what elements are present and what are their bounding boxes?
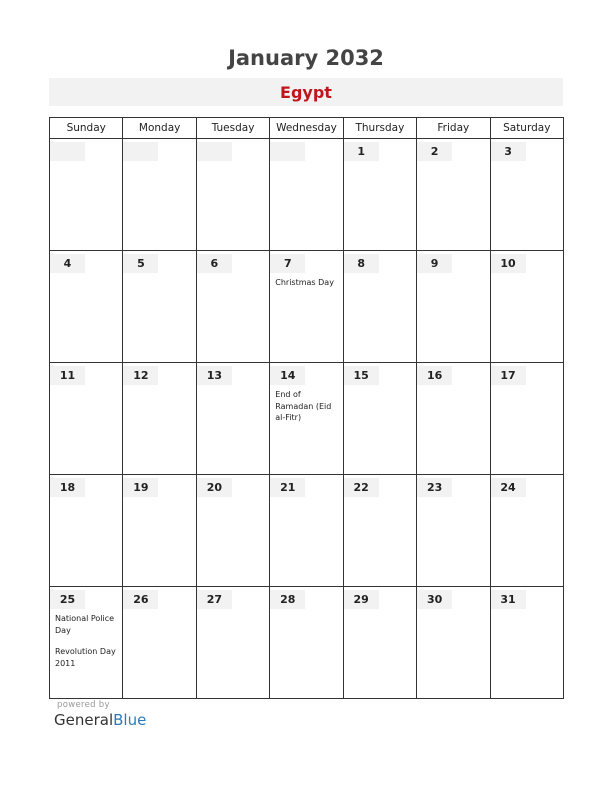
- holiday-label: Christmas Day: [275, 278, 334, 287]
- day-cell: [196, 363, 269, 475]
- day-number: 23: [417, 478, 452, 497]
- generalblue-logo[interactable]: [54, 711, 146, 729]
- day-number: 22: [344, 478, 379, 497]
- weekday-tuesday: Tuesday: [196, 118, 269, 139]
- country-name: Egypt: [280, 83, 332, 102]
- day-cell: [270, 251, 343, 363]
- weekday-thursday: Thursday: [343, 118, 416, 139]
- day-cell: [490, 363, 563, 475]
- week-row: [50, 363, 564, 475]
- day-cell: [123, 363, 196, 475]
- day-number: 20: [197, 478, 232, 497]
- day-number: 4: [50, 254, 85, 273]
- day-number: [50, 142, 85, 161]
- day-number: 9: [417, 254, 452, 273]
- week-row: [50, 251, 564, 363]
- day-cell: [270, 363, 343, 475]
- calendar-title: January 2032: [228, 46, 384, 70]
- day-number: 3: [491, 142, 526, 161]
- day-number: 28: [270, 590, 305, 609]
- weekday-monday: Monday: [123, 118, 196, 139]
- day-cell: [490, 139, 563, 251]
- holiday-label: National Police Day: [55, 614, 115, 635]
- logo-blue-text: Blue: [113, 711, 147, 729]
- day-cell: [123, 251, 196, 363]
- day-number: [270, 142, 305, 161]
- day-cell: [270, 587, 343, 699]
- day-cell: [343, 139, 416, 251]
- day-number: 13: [197, 366, 232, 385]
- day-cell: [196, 139, 269, 251]
- day-number: 12: [123, 366, 158, 385]
- day-cell: [343, 587, 416, 699]
- day-number: 30: [417, 590, 452, 609]
- country-band: [49, 78, 563, 106]
- day-number: 15: [344, 366, 379, 385]
- weekday-saturday: Saturday: [490, 118, 563, 139]
- calendar-grid: [49, 117, 564, 699]
- day-number: 14: [270, 366, 305, 385]
- weekday-friday: Friday: [417, 118, 490, 139]
- day-cell: [417, 139, 490, 251]
- holiday-label: Revolution Day 2011: [55, 647, 116, 668]
- day-number: 29: [344, 590, 379, 609]
- logo-general-text: General: [54, 711, 114, 729]
- day-cell: [490, 475, 563, 587]
- holiday-label: End of Ramadan (Eid al-Fitr): [275, 390, 332, 422]
- day-number: 17: [491, 366, 526, 385]
- weekday-header-row: [50, 118, 564, 139]
- day-number: 1: [344, 142, 379, 161]
- day-number: 18: [50, 478, 85, 497]
- brand-footer: [54, 700, 146, 729]
- day-number: 10: [491, 254, 526, 273]
- day-number: 16: [417, 366, 452, 385]
- week-row: [50, 475, 564, 587]
- day-cell: [343, 363, 416, 475]
- day-number: 26: [123, 590, 158, 609]
- day-cell: [417, 587, 490, 699]
- day-number: 31: [491, 590, 526, 609]
- day-cell: [343, 251, 416, 363]
- day-number: 8: [344, 254, 379, 273]
- day-cell: [490, 587, 563, 699]
- day-cell: [196, 251, 269, 363]
- day-cell: [343, 475, 416, 587]
- day-number: 11: [50, 366, 85, 385]
- day-number: 7: [270, 254, 305, 273]
- day-cell: [50, 251, 123, 363]
- day-cell: [50, 587, 123, 699]
- day-number: 19: [123, 478, 158, 497]
- day-cell: [270, 139, 343, 251]
- day-number: 21: [270, 478, 305, 497]
- day-cell: [417, 363, 490, 475]
- day-number: [123, 142, 158, 161]
- day-cell: [50, 363, 123, 475]
- day-number: [197, 142, 232, 161]
- powered-by-label: powered by: [57, 700, 110, 710]
- day-number: 5: [123, 254, 158, 273]
- week-row: [50, 139, 564, 251]
- day-number: 25: [50, 590, 85, 609]
- day-number: 2: [417, 142, 452, 161]
- day-cell: [123, 139, 196, 251]
- day-cell: [196, 475, 269, 587]
- week-row: [50, 587, 564, 699]
- day-cell: [196, 587, 269, 699]
- day-number: 24: [491, 478, 526, 497]
- day-cell: [123, 587, 196, 699]
- day-cell: [123, 475, 196, 587]
- day-cell: [270, 475, 343, 587]
- day-cell: [490, 251, 563, 363]
- day-cell: [417, 475, 490, 587]
- weekday-sunday: Sunday: [50, 118, 123, 139]
- day-cell: [50, 139, 123, 251]
- day-number: 6: [197, 254, 232, 273]
- day-cell: [50, 475, 123, 587]
- day-cell: [417, 251, 490, 363]
- weekday-wednesday: Wednesday: [270, 118, 343, 139]
- day-number: 27: [197, 590, 232, 609]
